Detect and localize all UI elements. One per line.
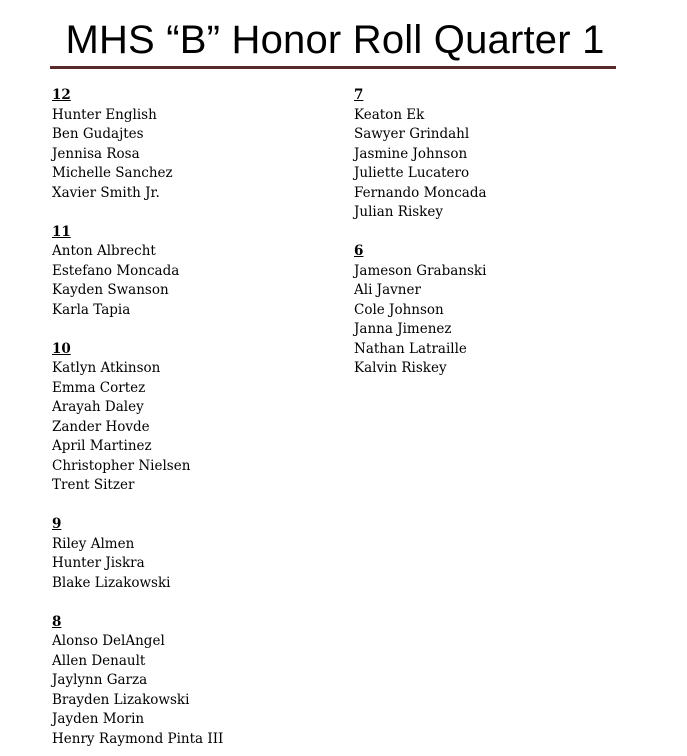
student-name: Blake Lizakowski [52,574,171,591]
grade-group-9 [52,515,342,593]
name-list [52,535,342,594]
name-list [354,262,654,379]
name-list [52,632,342,749]
student-name: Riley Almen [52,535,135,552]
grade-group-10 [52,340,342,496]
student-name: Sawyer Grindahl [354,126,470,142]
student-name: Karla Tapia [52,301,131,318]
name-list [52,106,342,204]
student-name: Christopher Nielsen [52,457,191,474]
student-name: Hunter Jiskra [52,555,145,571]
student-name: Anton Albrecht [52,243,156,259]
student-name: Zander Hovde [52,418,150,435]
student-name: Jayden Morin [52,711,145,727]
student-name: Trent Sitzer [52,477,135,493]
name-list [354,106,654,223]
student-name: Hunter English [52,106,157,123]
student-name: Keaton Ek [354,106,425,123]
student-name: Henry Raymond Pinta III [52,730,224,747]
student-name: Ben Gudajtes [52,126,144,142]
grade-group-6 [354,242,654,379]
name-list [52,242,342,320]
student-name: Kayden Swanson [52,282,169,298]
student-name: Emma Cortez [52,379,146,396]
student-name: Ali Javner [354,282,421,298]
student-name: Jasmine Johnson [354,145,468,162]
student-name: April Martinez [52,438,152,454]
student-name: Arayah Daley [52,399,144,415]
title-divider [50,66,616,69]
page-title: MHS “B” Honor Roll Quarter 1 [65,18,605,62]
grade-heading: 10 [52,340,71,357]
student-name: Xavier Smith Jr. [52,184,160,201]
student-name: Jaylynn Garza [52,672,148,688]
student-name: Cole Johnson [354,301,444,318]
student-name: Alonso DelAngel [52,633,165,649]
student-name: Estefano Moncada [52,262,180,279]
grade-group-11 [52,223,342,321]
student-name: Brayden Lizakowski [52,691,190,708]
student-name: Kalvin Riskey [354,360,447,376]
student-name: Katlyn Atkinson [52,360,161,376]
student-name: Nathan Latraille [354,340,467,357]
grade-heading: 12 [52,87,71,103]
grade-group-7 [354,86,654,223]
student-name: Janna Jimenez [354,321,452,337]
student-name: Michelle Sanchez [52,165,173,181]
grade-group-12 [52,86,342,203]
student-name: Allen Denault [52,652,146,669]
right-column [354,86,654,379]
student-name: Fernando Moncada [354,184,487,201]
student-name: Jameson Grabanski [354,262,487,279]
grade-heading: 11 [52,223,71,240]
grade-heading: 9 [52,516,62,532]
left-column [52,86,342,749]
name-list [52,359,342,496]
student-name: Juliette Lucatero [354,165,470,181]
grade-heading: 8 [52,613,62,630]
student-name: Julian Riskey [354,204,443,220]
grade-heading: 7 [354,87,364,103]
student-name: Jennisa Rosa [52,145,140,162]
grade-group-8 [52,613,342,750]
grade-heading: 6 [354,243,364,259]
